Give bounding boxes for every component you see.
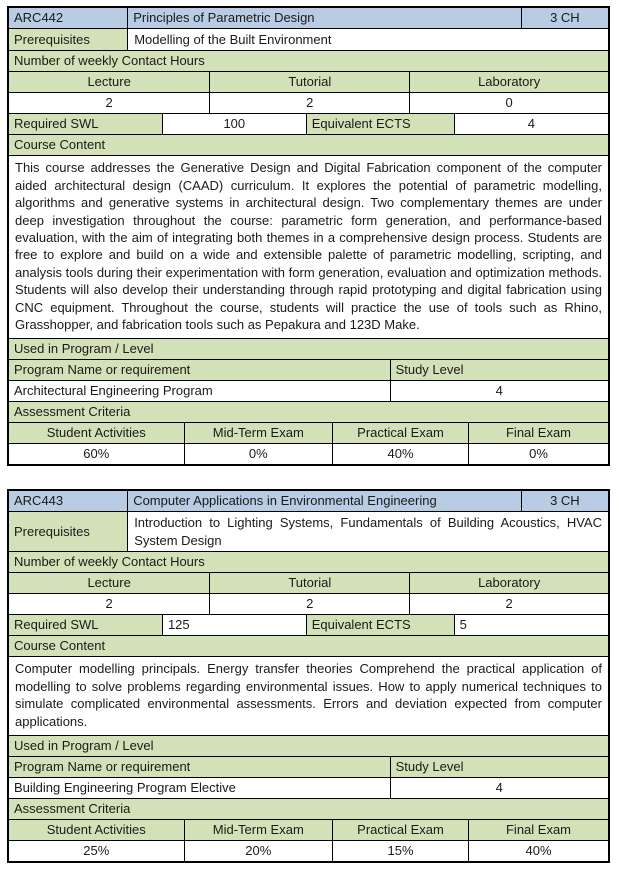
equivalent-ects-label: Equivalent ECTS: [307, 615, 455, 635]
tutorial-label: Tutorial: [210, 72, 410, 92]
assessment-col-midterm-exam: Mid-Term Exam: [185, 423, 334, 443]
assessment-value-practical-exam: 40%: [333, 444, 469, 464]
lecture-label: Lecture: [9, 573, 210, 593]
assessment-criteria-header: Assessment Criteria: [9, 402, 608, 422]
program-name-value: Architectural Engineering Program: [9, 381, 391, 401]
used-in-program-header: Used in Program / Level: [9, 736, 608, 756]
laboratory-hours: 2: [505, 596, 513, 612]
table-row: [9, 512, 608, 552]
program-name-value: Building Engineering Program Elective: [9, 778, 391, 798]
lecture-label: Lecture: [9, 72, 210, 92]
table-row: [9, 72, 608, 93]
table-row: [9, 8, 608, 29]
table-row: [9, 736, 608, 757]
course-title: Principles of Parametric Design: [128, 8, 522, 28]
assessment-col-final-exam: Final Exam: [469, 423, 608, 443]
course-content-header: Course Content: [9, 636, 608, 656]
table-row: [9, 360, 608, 381]
table-row: [9, 444, 608, 464]
prerequisites-label: Prerequisites: [9, 512, 128, 551]
course-content-text: This course addresses the Generative Design and Digital Fabrication component of the computer aided architectural design (CAAD) curriculum. It explores the potential of parametric modelling, algorithms and generative systems in architectural design. Two complementary themes are under deep investigation throughout the course: parametric form generation, and performance-based evaluation, with the aim of integrating both themes in a comprehensive design process. Students are free to explore and build on a wide and extensible palette of parametric modelling, scripting, and analysis tools during their experimentation with form generation, evaluation and optimization methods. Students will also develop their understanding through rapid prototyping and digital fabrication using CNC equipment. Throughout the course, students will practice the use of tools such as Rhino, Grasshopper, and fabrication tools such as Pepakura and 123D Make.: [15, 160, 602, 333]
required-swl-value: 125: [163, 615, 307, 635]
assessment-value-student-activities: 25%: [9, 841, 185, 861]
required-swl-value: 100: [163, 114, 307, 134]
program-name-label: Program Name or requirement: [9, 360, 391, 380]
required-swl-label: Required SWL: [9, 114, 163, 134]
assessment-value-student-activities: 60%: [9, 444, 185, 464]
table-row: [9, 552, 608, 573]
table-row: [9, 799, 608, 820]
laboratory-label: Laboratory: [410, 573, 608, 593]
table-row: [9, 402, 608, 423]
course-code: ARC442: [9, 8, 128, 28]
study-level-value: 4: [495, 779, 503, 795]
table-row: [9, 778, 608, 799]
table-row: [9, 51, 608, 72]
prerequisites-value: Introduction to Lighting Systems, Fundamentals of Building Acoustics, HVAC System Design: [134, 515, 602, 548]
table-row: [9, 29, 608, 51]
table-row: [9, 339, 608, 360]
laboratory-label: Laboratory: [410, 72, 608, 92]
table-row: [9, 156, 608, 339]
course-content-header: Course Content: [9, 135, 608, 155]
assessment-value-midterm-exam: 0%: [185, 444, 334, 464]
contact-hours-header: Number of weekly Contact Hours: [9, 51, 608, 71]
equivalent-ects-value: 5: [459, 617, 467, 633]
study-level-label: Study Level: [391, 360, 608, 380]
table-row: [9, 820, 608, 841]
tutorial-hours: 2: [210, 594, 410, 614]
program-name-label: Program Name or requirement: [9, 757, 391, 777]
required-swl-label: Required SWL: [9, 615, 163, 635]
lecture-hours: 2: [9, 594, 210, 614]
assessment-criteria-header: Assessment Criteria: [9, 799, 608, 819]
table-row: [9, 93, 608, 114]
assessment-col-student-activities: Student Activities: [9, 423, 185, 443]
tutorial-label: Tutorial: [210, 573, 410, 593]
assessment-col-student-activities: Student Activities: [9, 820, 185, 840]
assessment-value-final-exam: 0%: [529, 446, 548, 462]
laboratory-hours: 0: [505, 95, 513, 111]
table-row: [9, 114, 608, 135]
assessment-value-midterm-exam: 20%: [185, 841, 334, 861]
credit-hours: 3 CH: [522, 8, 608, 28]
study-level-value: 4: [495, 383, 503, 399]
equivalent-ects-value: 4: [527, 116, 535, 132]
lecture-hours: 2: [9, 93, 210, 113]
prerequisites-label: Prerequisites: [9, 29, 128, 50]
credit-hours: 3 CH: [522, 491, 608, 511]
assessment-col-final-exam: Final Exam: [469, 820, 608, 840]
table-row: [9, 135, 608, 156]
assessment-col-practical-exam: Practical Exam: [333, 423, 469, 443]
table-row: [9, 381, 608, 402]
equivalent-ects-label: Equivalent ECTS: [307, 114, 455, 134]
course-content-text: Computer modelling principals. Energy transfer theories Comprehend the practical application of modelling to solve problems regarding environmental issues. How to apply numerical techniques to simulate complicated environmental assessments. Errors and deviation expected from computer applications.: [15, 661, 602, 729]
study-level-label: Study Level: [391, 757, 608, 777]
assessment-col-midterm-exam: Mid-Term Exam: [185, 820, 334, 840]
used-in-program-header: Used in Program / Level: [9, 339, 608, 359]
course-code: ARC443: [9, 491, 128, 511]
assessment-col-practical-exam: Practical Exam: [333, 820, 469, 840]
table-row: [9, 636, 608, 657]
prerequisites-value: Modelling of the Built Environment: [134, 32, 332, 47]
tutorial-hours: 2: [210, 93, 410, 113]
table-row: [9, 423, 608, 444]
table-row: [9, 657, 608, 736]
assessment-value-final-exam: 40%: [525, 842, 552, 858]
table-row: [9, 594, 608, 615]
table-row: [9, 491, 608, 512]
table-row: [9, 841, 608, 861]
table-row: [9, 573, 608, 594]
table-row: [9, 615, 608, 636]
assessment-value-practical-exam: 15%: [333, 841, 469, 861]
course-title: Computer Applications in Environmental Engineering: [128, 491, 522, 511]
course-table-arc443: [7, 489, 610, 862]
table-row: [9, 757, 608, 778]
course-table-arc442: [7, 6, 610, 466]
contact-hours-header: Number of weekly Contact Hours: [9, 552, 608, 572]
